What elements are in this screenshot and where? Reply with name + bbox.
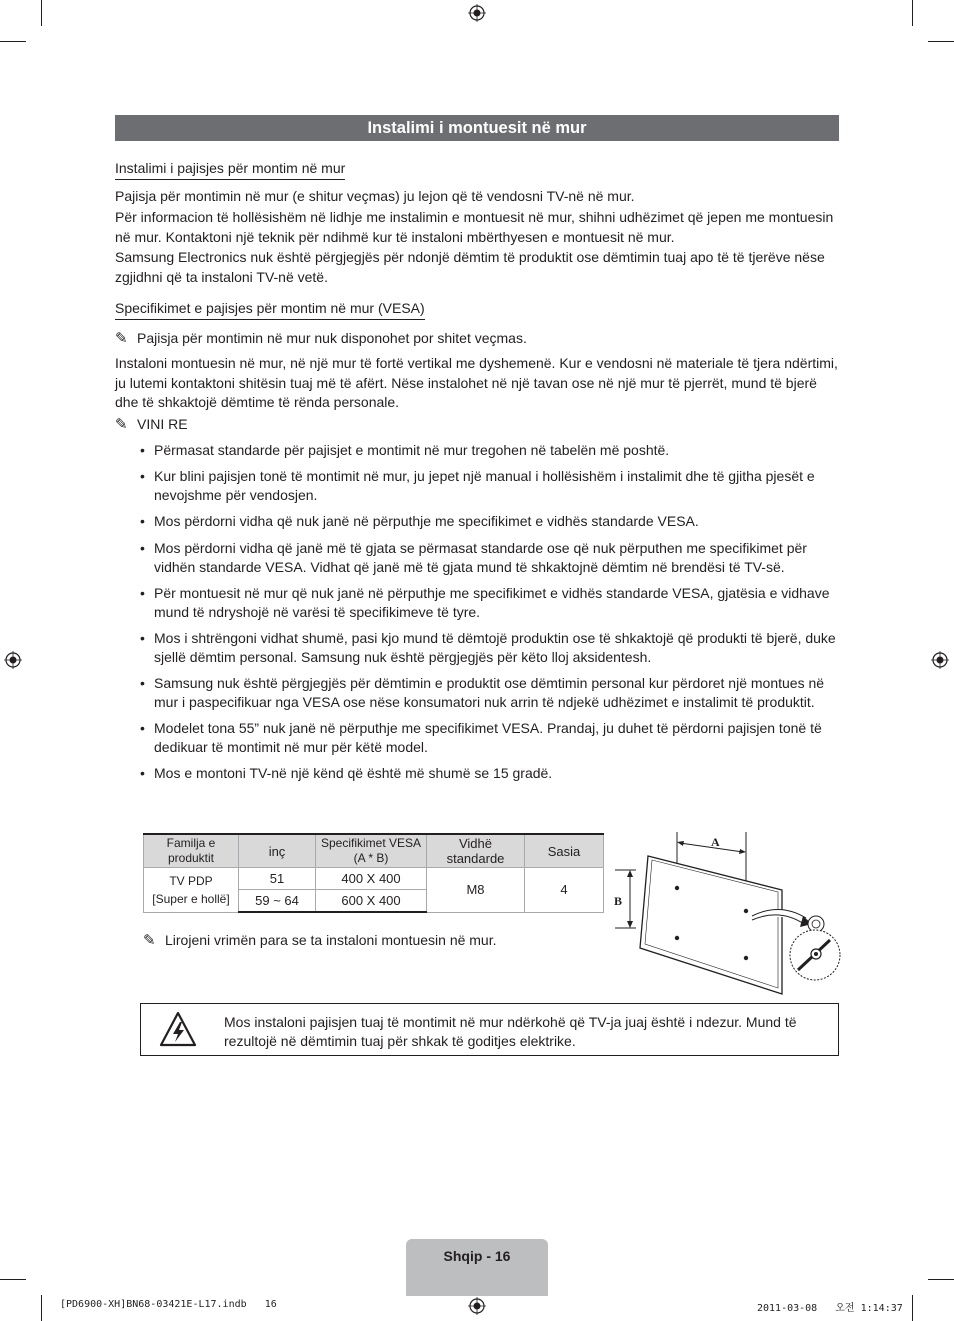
crop-mark: [41, 1295, 42, 1321]
list-item: • Mos i shtrëngoni vidhat shumë, pasi kjo mund të dëmtojë produktin ose të shkaktojë që produkti të bjerë, duke sjellë dëmtim personal. Samsung nuk është përgjegjës për këto lloj aksidentesh.: [140, 629, 840, 667]
list-item: • Samsung nuk është përgjegjës për dëmtimin e produktit ose dëmtimin personal kur përdoret një montues në mur i paspecifikuar nga VESA ose nëse konsumatori nuk arrin të ndjekë udhëzimet e instalimit të produktit.: [140, 674, 840, 712]
list-item: • Kur blini pajisjen tonë të montimit në mur, ju jepet një manual i hollësishëm i instalimit dhe të gjitha pjesët e nevojshme për vendosjen.: [140, 467, 840, 505]
table-cell: 59 ~ 64: [239, 890, 316, 913]
paragraph: Pajisja për montimin në mur (e shitur veçmas) ju lejon që të vendosni TV-në në mur.: [115, 188, 635, 204]
table-header: inç: [239, 834, 316, 868]
crop-mark: [912, 1295, 913, 1321]
crop-mark: [928, 41, 954, 42]
family-sub: [Super e hollë]: [152, 891, 230, 906]
page-label: Shqip - 16: [443, 1248, 511, 1264]
section-title: Instalimi i montuesit në mur: [115, 115, 839, 141]
subsection-heading-vesa: Specifikimet e pajisjes për montim në mur (VESA): [115, 300, 425, 320]
paragraph: Për informacion të hollësishëm në lidhje me instalimin e montuesit në mur, shihni udhëzimet që jepen me montuesin në mur. Kontaktoni një teknik për ndihmë kur të instaloni mbërthyesen e montuesit në mur.: [115, 209, 834, 245]
note-text: Pajisja për montimin në mur nuk disponohet por shitet veçmas.: [137, 330, 527, 346]
list-item: • Modelet tona 55” nuk janë në përputhje me specifikimet VESA. Prandaj, ju duhet të përdorni pajisjen tonë të dedikuar të montimit në mur për këtë model.: [140, 719, 840, 757]
footer-timestamp: 2011-03-08 오전 1:14:37: [757, 1303, 903, 1314]
table-note: [143, 931, 497, 950]
wall-mount-diagram: [610, 830, 845, 998]
family-name: TV PDP: [169, 873, 213, 888]
dimension-label-b: B: [614, 894, 623, 908]
registration-mark-icon: [4, 651, 22, 669]
warning-text: Mos instaloni pajisjen tuaj të montimit në mur ndërkohë që TV-ja juaj është i ndezur. Mund të rezultojë në dëmtimin tuaj për shkak të goditjes elektrike.: [224, 1014, 797, 1049]
registration-mark-icon: [931, 651, 949, 669]
page-number-tab: [406, 1239, 548, 1296]
paragraph: Samsung Electronics nuk është përgjegjës për ndonjë dëmtim të produktit ose dëmtimin tuaj apo të të tjerëve nëse zgjidhni që ta instaloni TV-në vetë.: [115, 249, 825, 285]
crop-mark: [912, 0, 913, 26]
crop-mark: [0, 41, 26, 42]
table-header: Familja e produktit: [144, 834, 239, 868]
table-cell: 51: [239, 868, 316, 890]
registration-mark-icon: [468, 4, 486, 22]
table-row: [144, 868, 604, 890]
footer-file-info: [PD6900-XH]BN68-03421E-L17.indb 16: [60, 1299, 277, 1310]
table-header: Specifikimet VESA (A * B): [316, 834, 427, 868]
note-text: Lirojeni vrimën para se ta instaloni montuesin në mur.: [165, 932, 497, 948]
table-cell: 600 X 400: [316, 890, 427, 913]
warning-box: [140, 1003, 839, 1056]
subsection-heading-installation: Instalimi i pajisjes për montim në mur: [115, 160, 345, 180]
paragraph: Instaloni montuesin në mur, në një mur të fortë vertikal me dyshemenë. Kur e vendosni në materiale të tjera ndërtimi, ju lutemi kontaktoni shitësin tuaj më të afërt. Nëse instalohet në një tavan ose në një mur të pjerrët, mund të bjerë dhe të shkaktojë dëmtime të rënda personale.: [115, 355, 838, 410]
bullet-list: [140, 441, 840, 783]
note-sold-separately: [115, 329, 839, 348]
table-header: Sasia: [525, 834, 604, 868]
note-label: VINI RE: [137, 416, 188, 432]
table-header-row: [144, 834, 604, 868]
pencil-icon: ✎: [143, 932, 156, 949]
table-cell: 4: [525, 868, 604, 913]
list-item: • Mos e montoni TV-në një kënd që është më shumë se 15 gradë.: [140, 764, 840, 783]
table-cell-family: [144, 868, 239, 913]
list-item: • Për montuesit në mur që nuk janë në përputhje me specifikimet e vidhës standarde VESA, gjatësia e vidhave mund të ndryshojë në varësi të specifikimeve të tyre.: [140, 584, 840, 622]
table-cell: 400 X 400: [316, 868, 427, 890]
table-cell: M8: [427, 868, 525, 913]
vesa-table: [143, 833, 604, 913]
dimension-label-a: A: [711, 835, 720, 849]
crop-mark: [41, 0, 42, 26]
lightning-warning-icon: [159, 1010, 197, 1048]
pencil-icon: ✎: [115, 416, 128, 433]
crop-mark: [0, 1279, 26, 1280]
pencil-icon: ✎: [115, 330, 128, 347]
list-item: • Mos përdorni vidha që janë më të gjata se përmasat standarde ose që nuk përputhen me specifikimet për vidhën standarde VESA. Vidhat që janë më të gjata mund të shkaktojnë dëmtim në brendësi të TV-së.: [140, 539, 840, 577]
registration-mark-icon: [468, 1297, 486, 1315]
list-item: • Mos përdorni vidha që nuk janë në përputhje me specifikimet e vidhës standarde VESA.: [140, 512, 840, 531]
list-item: • Përmasat standarde për pajisjet e montimit në mur tregohen në tabelën më poshtë.: [140, 441, 840, 460]
crop-mark: [928, 1279, 954, 1280]
table-header: Vidhë standarde: [427, 834, 525, 868]
note-heading: [115, 415, 188, 434]
